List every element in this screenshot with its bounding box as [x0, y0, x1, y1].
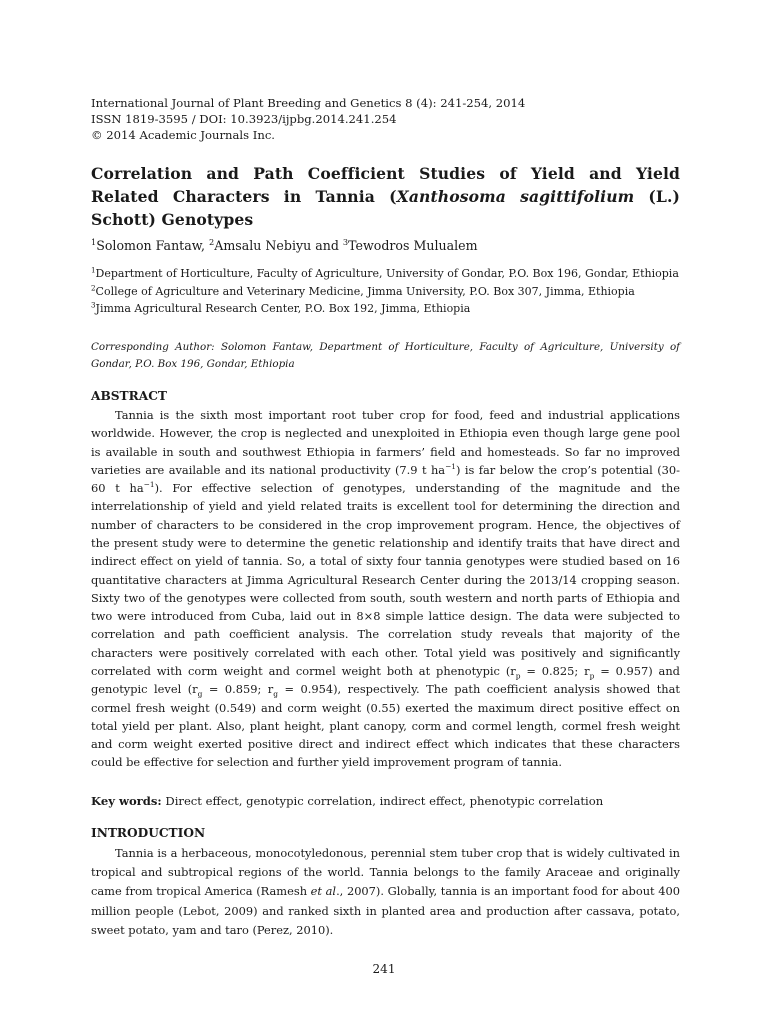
author-1-sup: 1	[91, 236, 97, 247]
abstract-text-1: Tannia is the sixth most important root tuber crop for food, feed and industrial applications worldwide. However, the crop is neglected and unexploited in Ethiopia even though large gene pool is available in south and southwest Ethiopia in farmers’ field and homesteads. So far no improved varieties are available and its national productivity (7.9 t ha	[91, 408, 680, 477]
author-2-sup: 2	[209, 236, 215, 247]
journal-issn-doi: ISSN 1819-3595 / DOI: 10.3923/ijpbg.2014.241.254	[91, 112, 397, 126]
affiliation-3-text: Jimma Agricultural Research Center, P.O. Box 192, Jimma, Ethiopia	[95, 302, 471, 316]
affiliation-2	[91, 283, 680, 301]
affiliation-1	[91, 265, 680, 283]
abstract-body	[91, 406, 680, 772]
affiliation-list	[91, 265, 680, 318]
affiliation-3	[91, 300, 680, 318]
abstract-sup-1: −1	[445, 462, 456, 472]
abstract-text-3: ). For effective selection of genotypes, understanding of the magnitude and the interrelationship of yield and yield related traits is excellent tool for determining the direction and number of characters to be considered in the crop improvement program. Hence, the objectives of the present study were to determine the genetic relationship and identify traits that have direct and indirect effect on yield of tannia. So, a total of sixty four tannia genotypes were studied based on 16 quantitative characters at Jimma Agricultural Research Center during the 2013/14 cropping season. Sixty two of the genotypes were collected from south, south western and north parts of Ethiopia and two were introduced from Cuba, laid out in 8×8 simple lattice design. The data were subjected to correlation and path coefficient analysis. The correlation study reveals that majority of the characters were positively correlated with each other. Total yield was positively and significantly correlated with corm weight and cormel weight both at phenotypic (r	[91, 481, 680, 678]
abstract-heading: ABSTRACT	[91, 389, 167, 403]
journal-citation: International Journal of Plant Breeding and Genetics 8 (4): 241-254, 2014	[91, 96, 526, 110]
affiliation-3-sup: 3	[91, 300, 96, 310]
corresponding-author: Corresponding Author: Solomon Fantaw, Department of Horticulture, Faculty of Agriculture, University of Gondar, P.O. Box 196, Gondar, Ethiopia	[91, 341, 680, 370]
abstract-text-5: = 0.957) and genotypic level (r	[91, 663, 680, 697]
introduction-body	[91, 844, 680, 940]
abstract-sub-4: g	[273, 689, 278, 699]
author-3: Tewodros Mulualem	[348, 238, 478, 253]
keywords-text: Direct effect, genotypic correlation, indirect effect, phenotypic correlation	[161, 794, 604, 808]
author-2: Amsalu Nebiyu and	[214, 238, 343, 253]
title-part-1: Correlation and Path Coefficient Studies of Yield and Yield Related Characters in Tannia (	[91, 164, 680, 206]
introduction-text-1: Tannia is a herbaceous, monocotyledonous, perennial stem tuber crop that is widely cultivated in tropical and subtropical regions of the world. Tannia belongs to the family Araceae and originally came from tropical America (Ramesh	[91, 846, 680, 899]
introduction-heading: INTRODUCTION	[91, 826, 206, 840]
abstract-sub-1: p	[515, 671, 521, 681]
abstract-text-6: = 0.859; r	[202, 682, 274, 697]
journal-copyright: © 2014 Academic Journals Inc.	[91, 128, 275, 142]
affiliation-2-text: College of Agriculture and Veterinary Medicine, Jimma University, P.O. Box 307, Jimma, Ethiopia	[95, 284, 635, 298]
paper-title	[91, 162, 680, 231]
title-species: Xanthosoma sagittifolium	[396, 187, 635, 206]
abstract-text-7: = 0.954), respectively. The path coefficient analysis showed that cormel fresh weight (0.549) and corm weight (0.55) exerted the maximum direct positive effect on total yield per plant. Also, plant height, plant canopy, corm and cormel length, cormel fresh weight and corm weight exerted positive direct and indirect effect which indicates that these characters could be effective for selection and further yield improvement program of tannia.	[91, 682, 681, 770]
affiliation-1-text: Department of Horticulture, Faculty of Agriculture, University of Gondar, P.O. Box 196, Gondar, Ethiopia	[95, 267, 679, 280]
journal-info	[91, 95, 680, 143]
affiliation-1-sup: 1	[91, 265, 96, 275]
abstract-sup-2: −1	[143, 480, 155, 490]
abstract-text-2: ) is far below the crop’s potential (30-60 t ha	[91, 462, 680, 496]
affiliation-2-sup: 2	[91, 282, 96, 292]
introduction-et-al: et al	[310, 884, 337, 899]
author-1: Solomon Fantaw,	[96, 238, 210, 253]
introduction-paragraph	[91, 844, 680, 940]
author-list	[91, 237, 680, 255]
introduction-text-2: ., 2007). Globally, tannia is an important food for about 400 million people (Lebot, 2009) and ranked sixth in planted area and production after cassava, potato, sweet potato, yam and taro (Perez, 2010).	[91, 884, 680, 937]
abstract-paragraph	[91, 406, 680, 772]
abstract-sub-2: p	[589, 671, 595, 681]
abstract-text-4: = 0.825; r	[520, 663, 590, 678]
author-3-sup: 3	[342, 236, 349, 247]
keywords	[91, 792, 680, 810]
abstract-sub-3: g	[197, 689, 203, 699]
title-part-2: (L.) Schott) Genotypes	[91, 187, 680, 229]
keywords-label: Key words:	[91, 794, 162, 808]
page-number: 241	[372, 962, 396, 976]
